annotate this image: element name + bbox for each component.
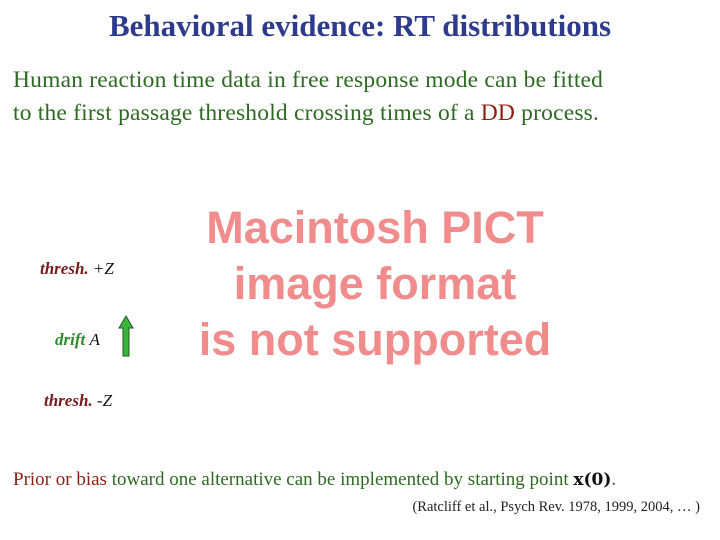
drift-label <box>55 330 100 350</box>
upper-threshold-word: thresh. <box>40 259 89 278</box>
unsupported-image-placeholder <box>140 200 610 370</box>
dd-term: DD <box>480 100 516 126</box>
bias-period: . <box>611 469 617 490</box>
intro-line-2 <box>13 97 713 130</box>
intro-line-1: Human reaction time data in free response mode can be fitted <box>13 67 604 93</box>
bias-term: Prior or bias <box>13 469 107 490</box>
drift-arrow-icon <box>118 315 134 357</box>
upper-threshold-label <box>40 259 114 279</box>
lower-threshold-value: -Z <box>96 391 113 410</box>
placeholder-line-1: Macintosh PICT <box>206 202 544 253</box>
intro-line-2-end: process. <box>515 100 600 126</box>
citation: (Ratcliff et al., Psych Rev. 1978, 1999, 2004, … ) <box>412 499 700 515</box>
drift-value: A <box>89 330 100 349</box>
drift-word: drift <box>55 330 86 349</box>
intro-line-2-start: to the first passage threshold crossing times of a <box>13 100 481 126</box>
bias-description: toward one alternative can be implemented by starting point <box>106 469 574 490</box>
lower-threshold-label <box>44 391 112 411</box>
lower-threshold-word: thresh. <box>44 391 93 410</box>
upper-threshold-value: +Z <box>92 259 114 278</box>
placeholder-line-2: image format <box>233 258 517 309</box>
intro-text <box>13 64 713 130</box>
starting-point-math: x(0) <box>573 470 612 490</box>
slide-title: Behavioral evidence: RT distributions <box>108 8 612 43</box>
bias-statement <box>13 469 713 491</box>
placeholder-line-3: is not supported <box>198 314 552 365</box>
